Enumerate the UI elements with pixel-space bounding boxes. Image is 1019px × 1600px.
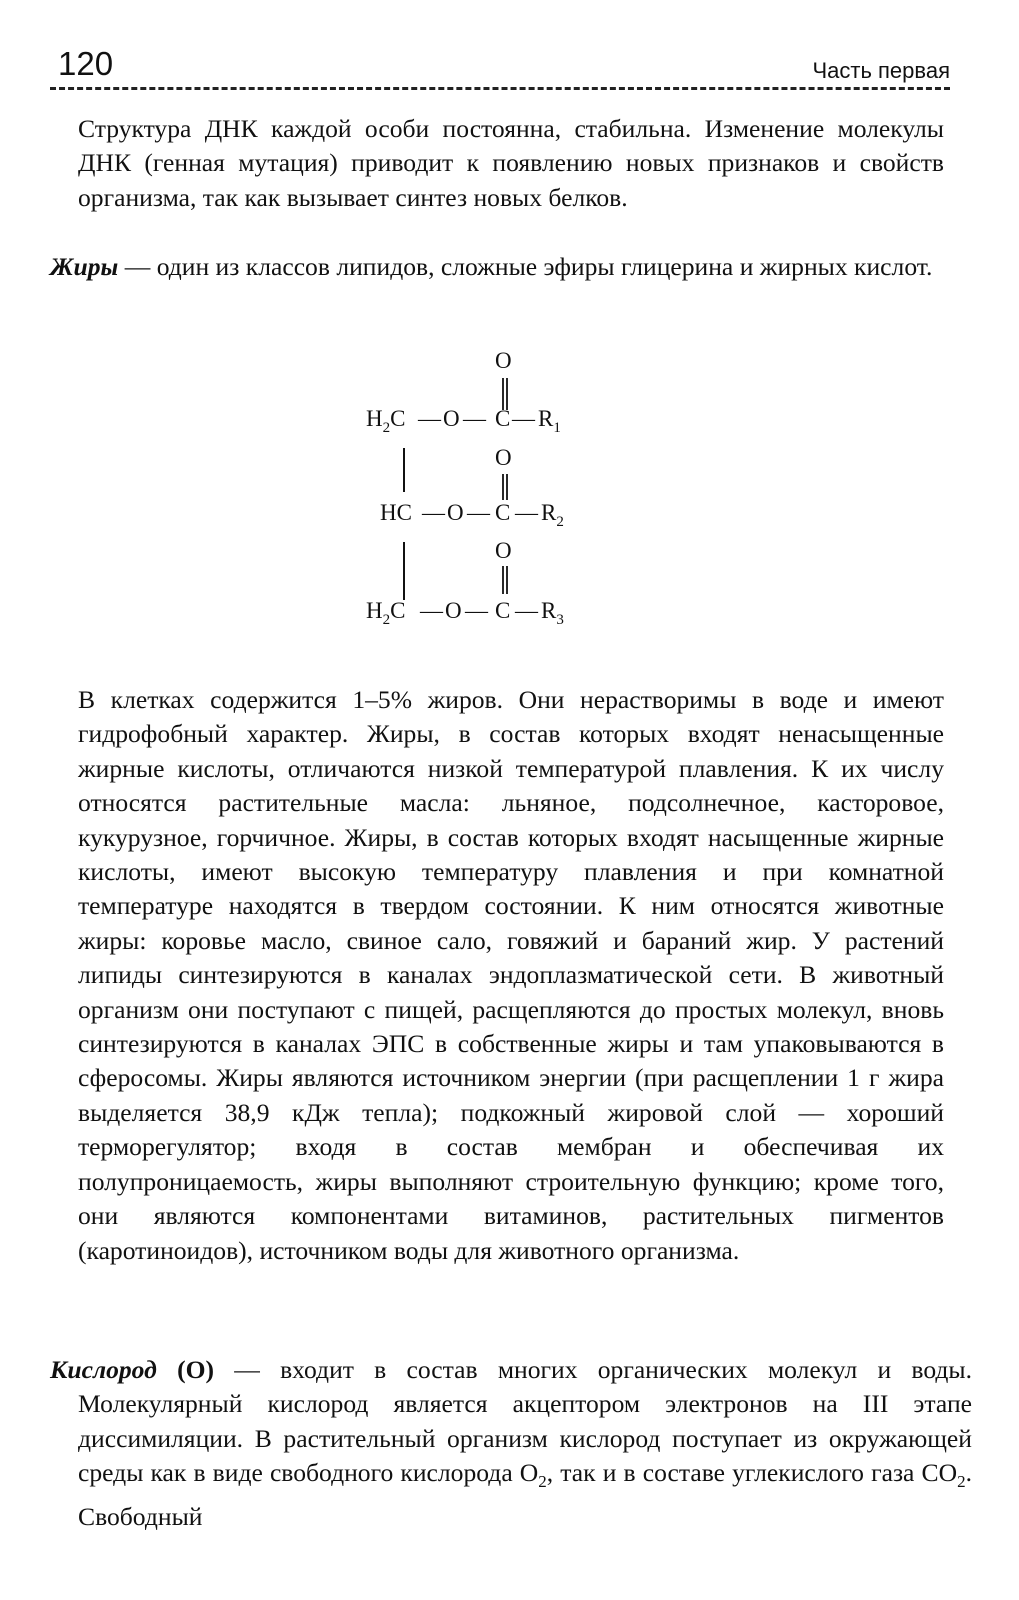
oxygen-symbol: (O) [156, 1355, 215, 1384]
page-number: 120 [58, 45, 114, 82]
fats-definition-text: — один из классов липидов, сложные эфиры глицерина и жирных кислот. [118, 252, 933, 281]
ester-oxygen-2: O [447, 500, 464, 525]
formula-bonds [330, 340, 630, 640]
triglyceride-formula [330, 340, 630, 640]
bond-dash: — [420, 598, 443, 623]
carbonyl-carbon-3: C [495, 598, 511, 623]
r2-group: $R_2$ [541, 500, 564, 530]
bond-dash: — [418, 406, 441, 431]
header-rule [50, 87, 950, 90]
term-oxygen: Кислород [50, 1355, 157, 1384]
formula-row-3: $H_2C$ [366, 598, 406, 628]
page-header [50, 40, 950, 90]
ester-oxygen-1: O [443, 406, 460, 431]
carbonyl-oxygen-1: O [495, 348, 512, 373]
bond-dash: — [465, 598, 488, 623]
running-head: Часть первая [812, 58, 950, 83]
paragraph-dna-text: Структура ДНК каждой особи постоянна, стабильна. Изменение молекулы ДНК (генная мутация) приводит к появлению новых признаков и свойств организма, так как вызывает синтез новых белков. [78, 114, 944, 212]
formula-row-1: $H_2C$ [366, 406, 406, 436]
term-fats: Жиры [50, 252, 119, 281]
bond-dash: — [463, 406, 486, 431]
ester-oxygen-3: O [445, 598, 462, 623]
paragraph-dna [78, 112, 944, 215]
paragraph-oxygen [50, 1353, 972, 1534]
oxygen-text-2: , так и в составе углекислого газа CO [546, 1458, 958, 1488]
r1-group: $R_1$ [538, 406, 561, 436]
bond-dash: — [467, 500, 490, 525]
oxygen-sub-2: 2 [957, 1472, 966, 1492]
formula-row-2: HC [380, 500, 412, 525]
bond-dash: — [512, 406, 535, 431]
carbonyl-carbon-2: C [495, 500, 511, 525]
oxygen-text-1: — входит в состав многих органических молекул и воды. Молекулярный кислород является акцептором электронов на III этапе диссимиляции. В растительный организм кислород поступает из окружающей среды как в виде свободного кислорода O [78, 1355, 972, 1488]
fats-body-text: В клетках содержится 1–5% жиров. Они нерастворимы в воде и имеют гидрофобный характер. Жиры, в состав которых входят ненасыщенные жирные кислоты, отличаются низкой температурой плавления. К их числу относятся растительные масла: льняное, подсолнечное, касторовое, кукурузное, горчичное. Жиры, в состав которых входят насыщенные жирные кислоты, имеют высокую температуру плавления и при комнатной температуре находятся в твердом состоянии. К ним относятся животные жиры: коровье масло, свиное сало, говяжий и бараний жир. У растений липиды синтезируются в каналах эндоплазматической сети. В животный организм они поступают с пищей, расщепляются до простых молекул, вновь синтезируются в каналах ЭПС в собственные жиры и там упаковываются в сферосомы. Жиры являются источником энергии (при расщеплении 1 г жира выделяется 38,9 кДж тепла); подкожный жировой слой — хороший терморегулятор; входя в состав мембран и обеспечивая их полупроницаемость, жиры выполняют строительную функцию; кроме того, они являются компонентами витаминов, растительных пигментов (каротиноидов), источником воды для животного организма. [78, 685, 944, 1265]
r3-group: $R_3$ [541, 598, 564, 628]
oxygen-text-3: . Свободный [78, 1458, 972, 1531]
bond-dash: — [515, 598, 538, 623]
paragraph-fats-body [78, 683, 944, 1268]
oxygen-sub-1: 2 [538, 1472, 547, 1492]
paragraph-fats-definition [50, 250, 972, 284]
carbonyl-oxygen-3: O [495, 538, 512, 563]
bond-dash: — [515, 500, 538, 525]
carbonyl-carbon-1: C [495, 406, 511, 431]
carbonyl-oxygen-2: O [495, 445, 512, 470]
bond-dash: — [422, 500, 445, 525]
